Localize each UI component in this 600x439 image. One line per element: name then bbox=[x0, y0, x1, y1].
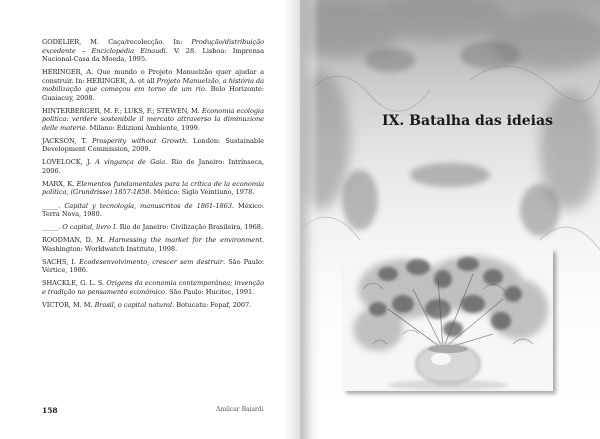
reference-list bbox=[42, 38, 264, 314]
reference-entry: SACHS, I. Ecodesenvolvimento, crescer sem destruir. São Paulo: Vértice, 1986. bbox=[42, 257, 264, 275]
reference-entry: HINTERBERGER, M. F.; LUKS, F.; STEWEN, M. Economia ecologia politica: verdere sostenibile il mercato attraverso la diminuzione delle materie. Milano: Edizioni Ambiente, 1999. bbox=[42, 106, 264, 132]
reference-entry: SHACKLE, G. L. S. Origens da economia contemporânea; invenção e tradição no pensamento econômico. São Paulo: Hucitec, 1991. bbox=[42, 279, 264, 296]
reference-entry: _____. O capital, livro I. Rio de Janeiro: Civilização Brasileira, 1968. bbox=[42, 223, 263, 232]
right-page bbox=[300, 0, 600, 439]
chapter-title: IX. Batalha das ideias bbox=[382, 113, 553, 129]
reference-entry: MARX, K. Elementos fundamentales para la crítica de la economía política, (Grundrisse) 1857-1858. México: Siglo Veintiuno, 1978. bbox=[42, 179, 264, 197]
reference-entry: HERINGER, A. Que mundo o Projeto Manuelzão quer ajudar a construir. In: HERINGER, A. et all Projeto Manuelzão, a história da mobilização que começou em torno de um rio. Belo Horizonte: Guaiacuy, 2008. bbox=[42, 68, 264, 102]
book-gutter-shadow bbox=[284, 0, 320, 439]
page-number: 158 bbox=[42, 406, 58, 415]
reference-entry: _____. Capital y tecnología, manuscritos de 1861-1863. México: Terra Nova, 1980. bbox=[42, 201, 265, 219]
reference-entry: VICTOR, M. M. Brasil, o capital natural. Botucatu: Fepaf, 2007. bbox=[42, 301, 252, 310]
reference-entry: ROODMAN, D. M. Harnessing the market for the environment. Washington: Worldwatch Institute, 1998. bbox=[42, 236, 264, 253]
flower-vase-painting bbox=[343, 249, 553, 391]
reference-entry: GODELIER, M. Caça/recolecção. In: Produção/distribuição excedente – Enciclopédia Einaudi. V. 28. Lisboa: Imprensa Nacional-Casa da Moeda, 1995. bbox=[42, 38, 264, 63]
running-footer-author: Amilcar Baiardi bbox=[216, 406, 264, 413]
reference-entry: LOVELOCK, J. A vingança de Gaia. Rio de Janeiro: Intrínseca, 2006. bbox=[42, 158, 265, 175]
reference-entry: JACKSON, T. Prosperity without Growth. London: Sustainable Development Commission, 2009. bbox=[42, 136, 264, 154]
